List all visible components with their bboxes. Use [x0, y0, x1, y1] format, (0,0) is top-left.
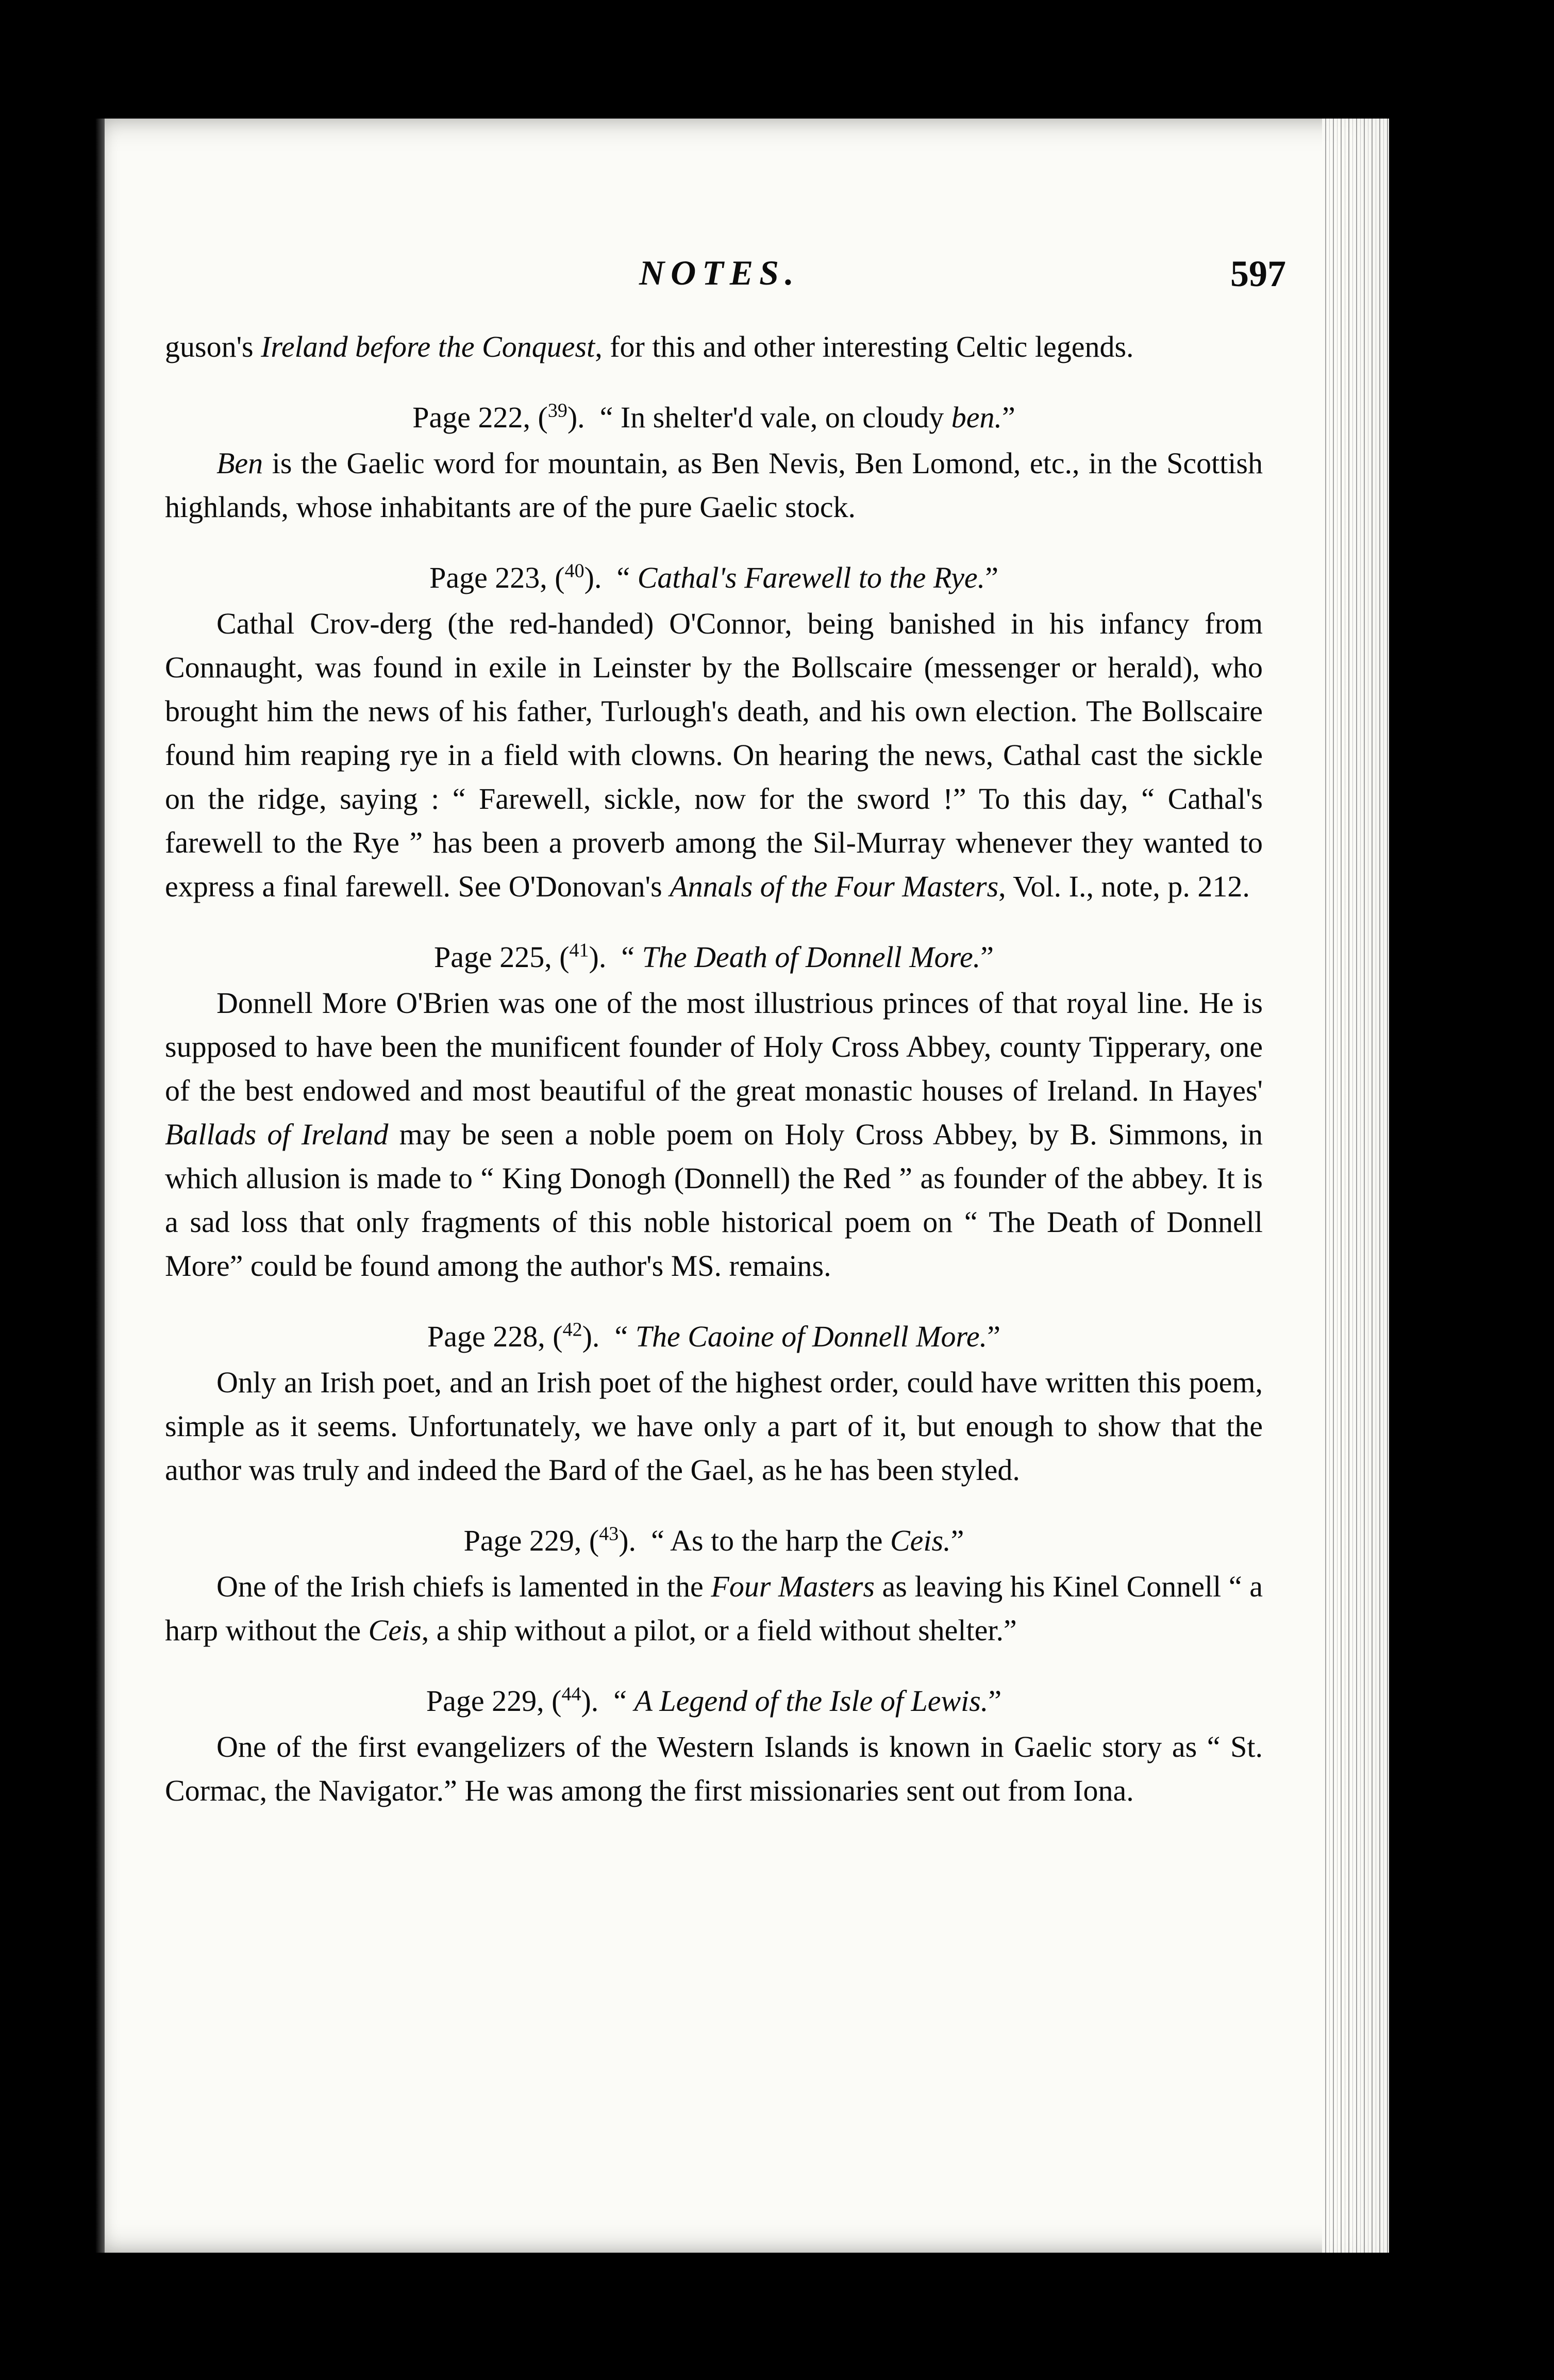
note-heading-40: Page 223, ($^{40}$). “ Cathal's Farewell to the Rye.”	[429, 560, 998, 594]
page-gutter-shadow	[95, 119, 105, 2253]
page-number: 597	[1230, 253, 1286, 294]
reference-number: 39	[547, 400, 567, 422]
reference-number: 44	[561, 1683, 581, 1705]
note-heading-41: Page 225, ($^{41}$). “ The Death of Donnell More.”	[433, 939, 994, 974]
note-body-42: Only an Irish poet, and an Irish poet of the highest order, could have written this poem, simple as it seems. Unfortunately, we have only a part of it, but enough to show that the author was truly and indeed the Bard of the Gael, as he has been styled.	[165, 1366, 1263, 1487]
note-heading-39: Page 222, ($^{39}$). “ In shelter'd vale, on cloudy ben.”	[412, 400, 1015, 434]
note-body-40: Cathal Crov-derg (the red-handed) O'Connor, being banished in his infancy from Connaught, was found in exile in Leinster by the Bollscaire (messenger or herald), who brought him the news of his father, Turlough's death, and his own election. The Bollscaire found him reaping rye in a field with clowns. On hearing the news, Cathal cast the sickle on the ridge, saying : “ Farewell, sickle, now for the sword !” To this day, “ Cathal's farewell to the Rye ” has been a proverb among the Sil-Murray whenever they wanted to express a final farewell. See O'Donovan's Annals of the Four Masters, Vol. I., note, p. 212.	[165, 607, 1263, 903]
reference-number: 40	[564, 560, 584, 582]
running-head: NOTES.	[639, 253, 800, 292]
note-body-39: Ben is the Gaelic word for mountain, as Ben Nevis, Ben Lomond, etc., in the Scottish highlands, whose inhabitants are of the pure Gaelic stock.	[165, 446, 1263, 524]
note-body-41: Donnell More O'Brien was one of the most illustrious princes of that royal line. He is supposed to have been the munificent founder of Holy Cross Abbey, county Tipperary, one of the best endowed and most beautiful of the great monastic houses of Ireland. In Hayes' Ballads of Ireland may be seen a noble poem on Holy Cross Abbey, by B. Simmons, in which allusion is made to “ King Donogh (Donnell) the Red ” as founder of the abbey. It is a sad loss that only fragments of this noble historical poem on “ The Death of Donnell More” could be found among the author's MS. remains.	[165, 986, 1263, 1283]
intro-paragraph: guson's Ireland before the Conquest, for this and other interesting Celtic legends.	[165, 330, 1134, 363]
book-title: Ireland before the Conquest	[261, 330, 595, 363]
page-header	[95, 253, 1389, 309]
page-body	[165, 325, 1263, 1812]
note-heading-42: Page 228, ($^{42}$). “ The Caoine of Donnell More.”	[427, 1319, 1000, 1353]
reference-number: 41	[569, 939, 589, 961]
page-edge-texture	[1322, 119, 1389, 2253]
note-body-43: One of the Irish chiefs is lamented in the Four Masters as leaving his Kinel Connell “ a harp without the Ceis, a ship without a pilot, or a field without shelter.”	[165, 1570, 1263, 1647]
note-body-44: One of the first evangelizers of the Western Islands is known in Gaelic story as “ St. Cormac, the Navigator.” He was among the first missionaries sent out from Iona.	[165, 1730, 1263, 1807]
note-heading-43: Page 229, ($^{43}$). “ As to the harp the Ceis.”	[463, 1523, 964, 1557]
note-heading-44: Page 229, ($^{44}$). “ A Legend of the Isle of Lewis.”	[426, 1683, 1002, 1718]
reference-number: 43	[599, 1523, 619, 1545]
reference-number: 42	[562, 1319, 582, 1341]
book-page	[95, 119, 1389, 2253]
